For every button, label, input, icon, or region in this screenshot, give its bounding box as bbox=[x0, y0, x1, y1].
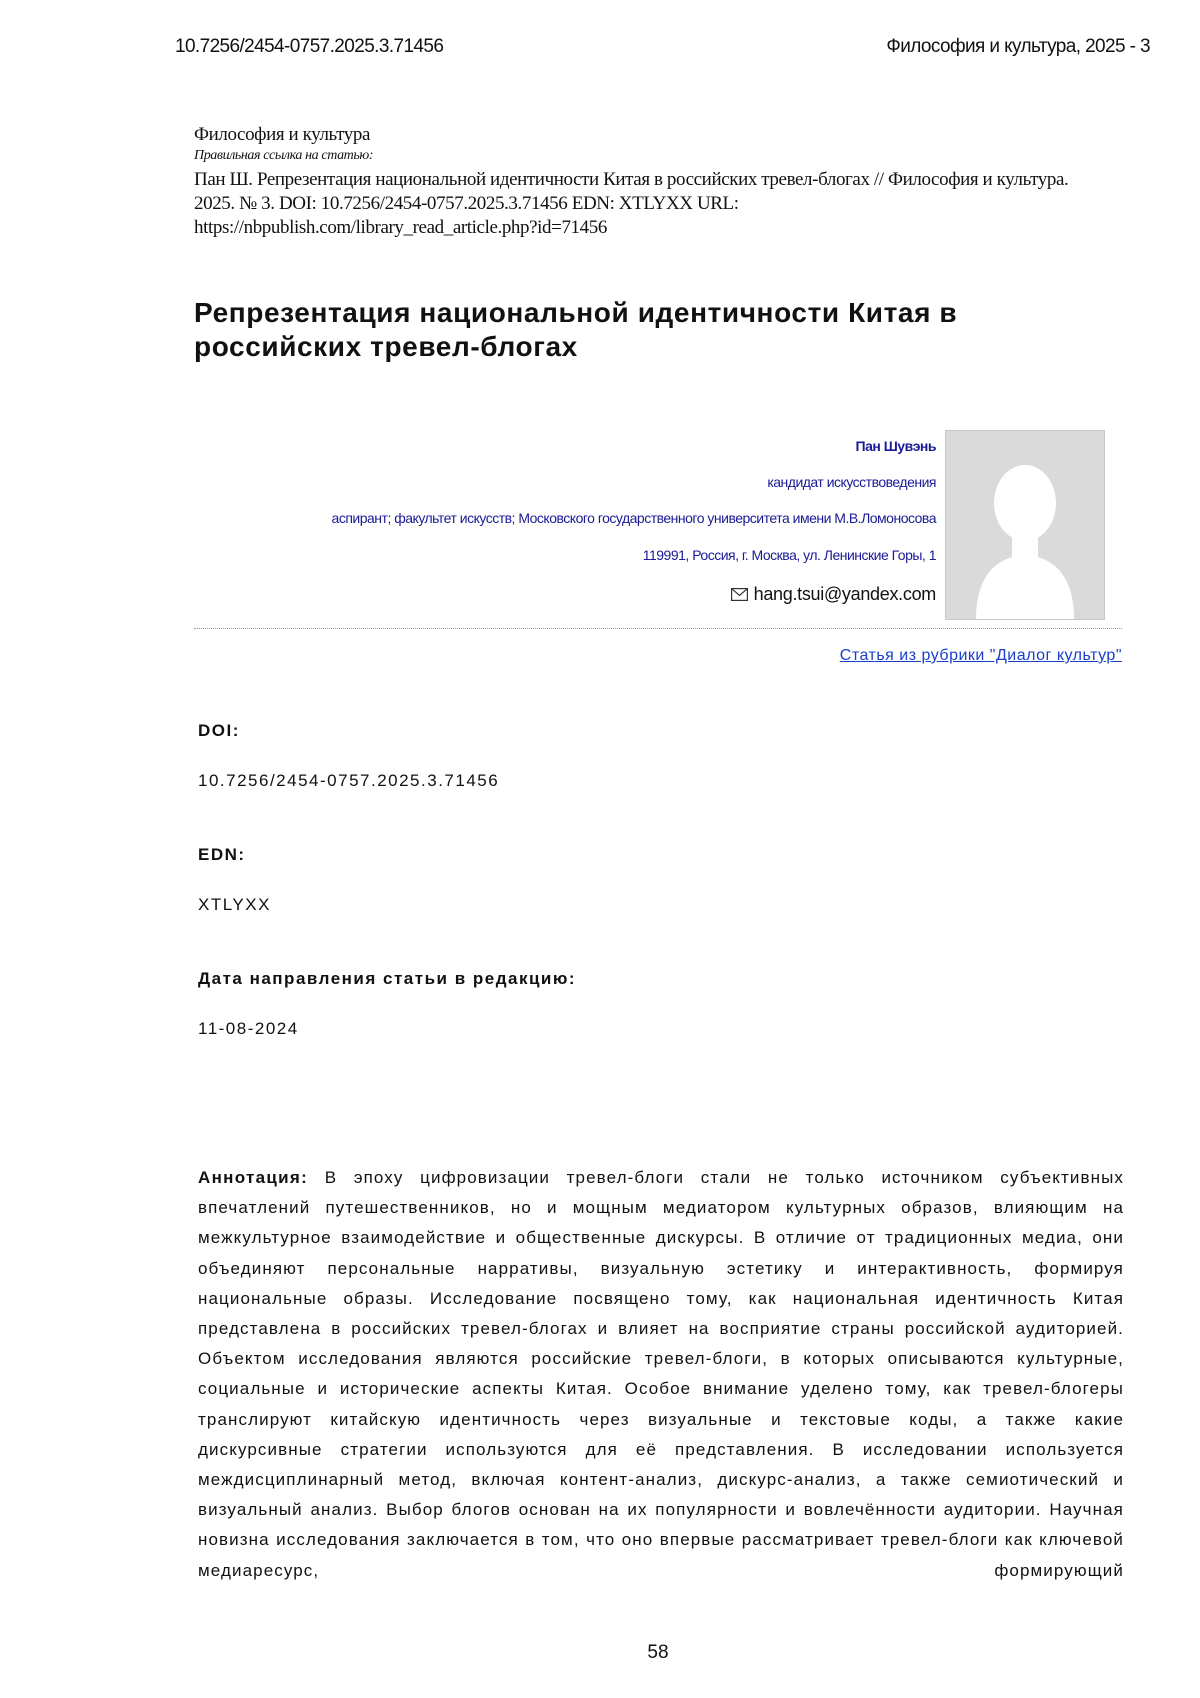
abstract bbox=[198, 1163, 1124, 1586]
submission-date-label: Дата направления статьи в редакцию: bbox=[198, 969, 576, 989]
abstract-label: Аннотация: bbox=[198, 1168, 308, 1187]
doi-value: 10.7256/2454-0757.2025.3.71456 bbox=[198, 771, 499, 791]
citation-text: Пан Ш. Репрезентация национальной идентичности Китая в российских тревел-блогах // Философия и культура. 2025. № 3. DOI: 10.7256/2454-0757.2025.3.71456 EDN: XTLYXX URL: https://nbpublish.com/library_read_article.php?id=71456 bbox=[194, 168, 1074, 240]
header-journal-issue: Философия и культура, 2025 - 3 bbox=[886, 36, 1150, 58]
edn-label: EDN: bbox=[198, 845, 246, 865]
author-avatar bbox=[945, 430, 1105, 620]
doi-label: DOI: bbox=[198, 721, 240, 741]
author-affiliation: аспирант; факультет искусств; Московского государственного университета имени М.В.Ломоносова bbox=[332, 510, 936, 526]
author-degree: кандидат искусствоведения bbox=[767, 474, 936, 490]
author-address: 119991, Россия, г. Москва, ул. Ленинские Горы, 1 bbox=[643, 547, 936, 563]
submission-date-value: 11-08-2024 bbox=[198, 1019, 299, 1039]
citation-label: Правильная ссылка на статью: bbox=[194, 148, 373, 164]
edn-value: XTLYXX bbox=[198, 895, 271, 915]
author-name[interactable]: Пан Шувэнь bbox=[856, 438, 936, 454]
author-divider bbox=[194, 628, 1122, 629]
person-silhouette-icon bbox=[946, 431, 1104, 619]
author-email[interactable] bbox=[731, 584, 936, 605]
envelope-icon bbox=[731, 588, 748, 601]
page-number: 58 bbox=[0, 1642, 1200, 1664]
journal-name: Философия и культура bbox=[194, 124, 370, 146]
author-email-text[interactable]: hang.tsui@yandex.com bbox=[754, 584, 936, 605]
abstract-text: В эпоху цифровизации тревел-блоги стали не только источником субъективных впечатлений путешественников, но и мощным медиатором культурных образов, влияющим на межкультурное взаимодействие и общественные дискурсы. В отличие от традиционных медиа, они объединяют персональные нарративы, визуальную эстетику и интерактивность, формируя национальные образы. Исследование посвящено тому, как национальная идентичность Китая представлена в российских тревел-блогах и влияет на восприятие страны российской аудиторией. Объектом исследования являются российские тревел-блоги, в которых описываются культурные, социальные и исторические аспекты Китая. Особое внимание уделено тому, как тревел-блогеры транслируют китайскую идентичность через визуальные и текстовые коды, а также какие дискурсивные стратегии используются для её представления. В исследовании используется междисциплинарный метод, включая контент-анализ, дискурс-анализ, а также семиотический и визуальный анализ. Выбор блогов основан на их популярности и вовлечённости аудитории. Научная новизна исследования заключается в том, что оно впервые рассматривает тревел-блоги как ключевой медиаресурс, формирующий bbox=[198, 1168, 1124, 1580]
header-doi: 10.7256/2454-0757.2025.3.71456 bbox=[175, 36, 443, 58]
article-title: Репрезентация национальной идентичности Китая в российских тревел-блогах bbox=[194, 296, 1074, 364]
rubric-link[interactable]: Статья из рубрики "Диалог культур" bbox=[840, 647, 1122, 665]
